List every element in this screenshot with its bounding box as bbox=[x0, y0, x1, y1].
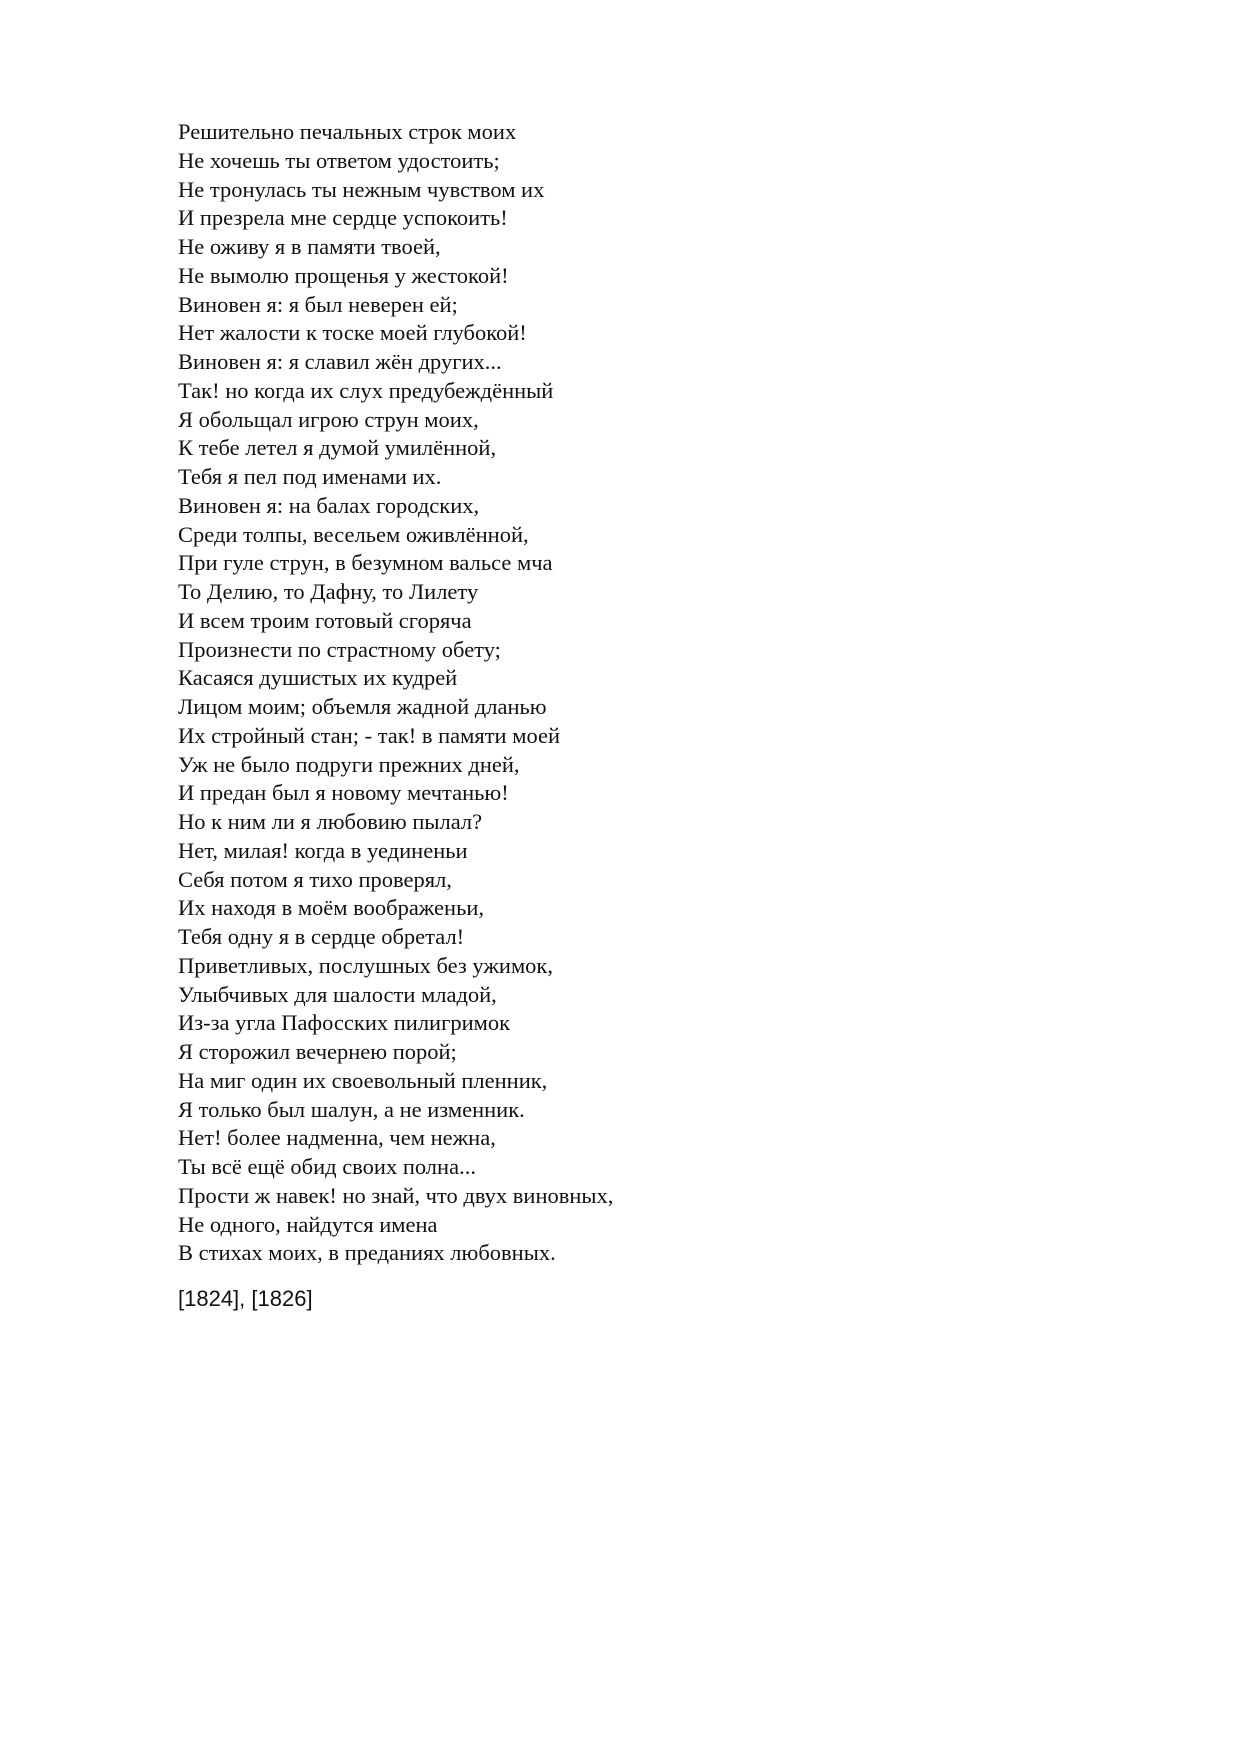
poem-line: Их находя в моём воображеньи, bbox=[178, 895, 485, 921]
poem-text bbox=[178, 118, 613, 1268]
poem-line: Не одного, найдутся имена bbox=[178, 1211, 438, 1237]
poem-line: Не хочешь ты ответом удостоить; bbox=[178, 147, 500, 173]
poem-line: Ты всё ещё обид своих полна... bbox=[178, 1154, 476, 1179]
poem-date: [1824], [1826] bbox=[178, 1286, 313, 1311]
poem-line: Виновен я: я славил жён других... bbox=[178, 349, 502, 374]
poem-line: Не оживу я в памяти твоей, bbox=[178, 234, 441, 259]
poem-line: И презрела мне сердце успокоить! bbox=[178, 205, 508, 231]
poem-line: Себя потом я тихо проверял, bbox=[178, 866, 452, 892]
poem-line: И предан был я новому мечтанью! bbox=[178, 780, 509, 806]
poem-line: Среди толпы, весельем оживлённой, bbox=[178, 521, 529, 547]
poem-line: Произнести по страстному обету; bbox=[178, 636, 501, 662]
poem-line: Прости ж навек! но знай, что двух виновных, bbox=[178, 1182, 614, 1208]
poem-line: Так! но когда их слух предубеждённый bbox=[178, 377, 554, 403]
poem-line: При гуле струн, в безумном вальсе мча bbox=[178, 550, 553, 576]
poem-line: Лицом моим; объемля жадной дланью bbox=[178, 694, 547, 719]
poem-line: В стихах моих, в преданиях любовных. bbox=[178, 1240, 556, 1266]
poem-line: Их стройный стан; - так! в памяти моей bbox=[178, 722, 560, 748]
poem-line: Нет! более надменна, чем нежна, bbox=[178, 1125, 496, 1151]
poem-line: Из-за угла Пафосских пилигримок bbox=[178, 1010, 511, 1036]
poem-line: Тебя одну я в сердце обретал! bbox=[178, 924, 465, 949]
poem-line: Нет, милая! когда в уединеньи bbox=[178, 837, 468, 863]
poem-line: Я только был шалун, а не изменник. bbox=[178, 1096, 525, 1122]
poem-line: Касаяся душистых их кудрей bbox=[178, 665, 458, 691]
poem-line: Но к ним ли я любовию пылал? bbox=[178, 809, 483, 834]
poem-line: Не вымолю прощенья у жестокой! bbox=[178, 262, 509, 288]
poem-line: Уж не было подруги прежних дней, bbox=[178, 751, 520, 777]
poem-line: Улыбчивых для шалости младой, bbox=[178, 981, 497, 1007]
poem-line: Я обольщал игрою струн моих, bbox=[178, 406, 479, 432]
poem-line: Виновен я: на балах городских, bbox=[178, 492, 480, 518]
poem-line: То Делию, то Дафну, то Лилету bbox=[178, 579, 479, 604]
poem-line: К тебе летел я думой умилённой, bbox=[178, 435, 497, 461]
poem-line: И всем троим готовый сгоряча bbox=[178, 607, 472, 633]
poem-line: Тебя я пел под именами их. bbox=[178, 464, 442, 489]
poem-line: Приветливых, послушных без ужимок, bbox=[178, 952, 553, 978]
poem-line: Я сторожил вечернею порой; bbox=[178, 1039, 457, 1064]
poem-line: Виновен я: я был неверен ей; bbox=[178, 291, 458, 317]
poem-line: На миг один их своевольный пленник, bbox=[178, 1067, 548, 1093]
poem-line: Нет жалости к тоске моей глубокой! bbox=[178, 320, 527, 346]
poem-line: Решительно печальных строк моих bbox=[178, 119, 517, 144]
poem-line: Не тронулась ты нежным чувством их bbox=[178, 176, 545, 202]
